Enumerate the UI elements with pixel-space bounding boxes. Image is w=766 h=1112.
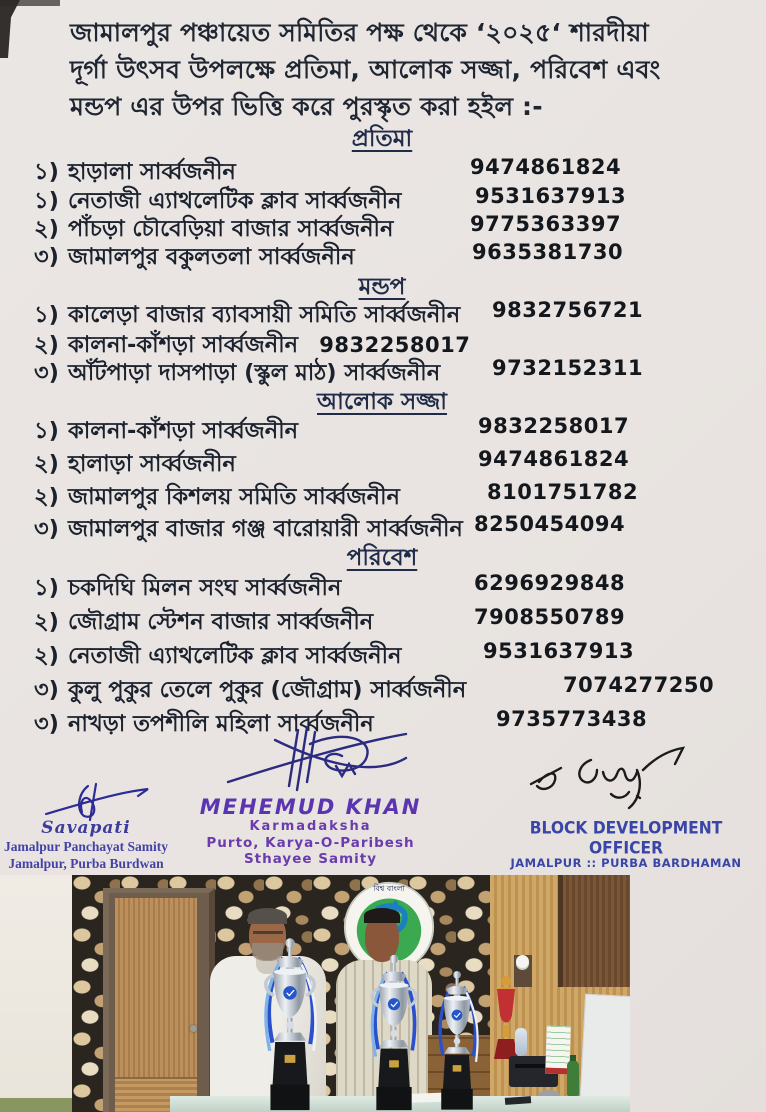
section-title-paribesh: পরিবেশ [346,545,418,571]
floor [0,1098,72,1112]
savapati-stamp [0,818,184,872]
awardee-name: কুলু পুকুর তেলে পুকুর (জৌগ্রাম) সার্ব্বজনীন [68,677,467,703]
karmadaksha-samity: Sthayee Samity [243,851,378,867]
logo-text: বিশ্ব বাংলা [373,884,405,894]
awardee-name: কালনা-কাঁশড়া সার্ব্বজনীন [68,332,299,358]
list-item [34,511,750,542]
list-item [34,604,750,635]
phone-number: 6296929848 [474,571,626,595]
savapati-label: Savapati [41,818,131,838]
rank-label: ১) [34,302,59,328]
list-item [34,672,750,703]
list-item [34,479,750,510]
list-item [34,327,750,358]
rank-label: ১) [34,159,59,185]
rank-label: ৩) [34,711,59,737]
phone-number: 9635381730 [472,240,624,264]
awardee-name: জৌগ্রাম স্টেশন বাজার সার্ব্বজনীন [68,609,374,635]
rank-label: ১) [34,575,59,601]
awardee-name: চকদিঘি মিলন সংঘ সার্ব্বজনীন [68,575,342,601]
bdo-signature [525,742,695,814]
awardee-name: নাখড়া তপশীলি মহিলা সার্ব্বজনীন [68,711,374,737]
list-item [34,446,750,477]
section-title-alok-sajja: আলোক সজ্জা [317,389,447,415]
phone-number: 9732152311 [492,356,644,380]
wood-recess-panel [558,875,630,987]
karmadaksha-name: MEHEMUD KHAN [199,795,422,819]
silver-trophy-small [432,966,482,1112]
list-item [34,239,750,270]
rank-label: ২) [34,216,59,242]
rank-label: ৩) [34,516,59,542]
phone-number: 9531637913 [483,639,635,663]
awardee-name: কালেড়া বাজার ব্যাবসায়ী সমিতি সার্ব্বজনীন [68,302,461,328]
bdo-stamp [500,820,752,870]
awardee-name: হাড়ালা সার্ব্বজনীন [68,159,236,185]
header-line-3: মন্ডপ এর উপর ভিত্তি করে পুরস্কৃত করা হইল :- [70,92,543,121]
silver-trophy-large [259,933,321,1112]
awardee-name: জামালপুর বাজার গঞ্জ বারোয়ারী সার্ব্বজনীন [68,516,463,542]
list-item [34,570,750,601]
phone-number: 9531637913 [475,184,627,208]
phone-number: 9832258017 [319,333,471,357]
bdo-title: BLOCK DEVELOPMENT OFFICER [529,818,723,858]
phone-number: 9832756721 [492,298,644,322]
notice-header [70,14,710,125]
awardee-name: হালাড়া সার্ব্বজনীন [68,451,236,477]
section-title-pratima: প্রতিমা [351,126,413,152]
rank-label: ৩) [34,360,59,386]
phone-number: 7074277250 [563,673,715,697]
white-wall [0,875,72,1112]
cctv-camera [516,955,529,968]
awardee-name: জামালপুর বকুলতলা সার্ব্বজনীন [68,244,355,270]
awardee-name: কালনা-কাঁশড়া সার্ব্বজনীন [68,418,299,444]
phone-number: 7908550789 [474,605,626,629]
awardee-name: নেতাজী এ্যাথলেটিক ক্লাব সার্ব্বজনীন [68,188,402,214]
phone-number: 8101751782 [487,480,639,504]
karmadaksha-stamp [188,795,433,867]
bdo-location: JAMALPUR :: PURBA BARDHAMAN [510,856,742,870]
rank-label: ২) [34,643,59,669]
savapati-org-line1: Jamalpur Panchayat Samity [3,839,168,854]
list-item [34,355,750,386]
header-line-1: জামালপুর পঞ্চায়েত সমিতির পক্ষ থেকে ‘২০২৫‘ শারদীয়া [70,18,649,47]
rank-label: ৩) [34,244,59,270]
awardee-name: পাঁচড়া চৌবেড়িয়া বাজার সার্ব্বজনীন [68,216,394,242]
door-handle [190,1025,197,1032]
phone-number: 9832258017 [478,414,630,438]
rank-label: ১) [34,418,59,444]
phone-number: 9474861824 [470,155,622,179]
phone-number: 9735773438 [496,707,648,731]
karmadaksha-title: Karmadaksha [249,819,372,834]
header-line-2: দূর্গা উৎসব উপলক্ষে প্রতিমা, আলোক সজ্জা, পরিবেশ এবং [70,55,661,84]
water-bottle [567,1060,579,1096]
awardee-name: জামালপুর কিশলয় সমিতি সার্ব্বজনীন [68,484,400,510]
list-item [34,297,750,328]
awardee-name: নেতাজী এ্যাথলেটিক ক্লাব সার্ব্বজনীন [68,643,402,669]
wooden-door [103,888,215,1112]
list-item [34,154,750,185]
white-board [579,994,630,1112]
rank-label: ২) [34,484,59,510]
man-left-hair [248,908,287,924]
rank-label: ১) [34,188,59,214]
list-item [34,211,750,242]
phone-number: 8250454094 [474,512,626,536]
rank-label: ২) [34,609,59,635]
glass-award [515,1028,527,1056]
savapati-org-line2: Jamalpur, Purba Burdwan [8,856,164,871]
list-item [34,183,750,214]
rank-label: ৩) [34,677,59,703]
phone-number: 9474861824 [478,447,630,471]
karmadaksha-signature [220,722,410,797]
photo-corner-shadow [0,0,20,58]
photo-edge-shadow [0,0,60,6]
phone-number: 9775363397 [470,212,622,236]
list-item [34,413,750,444]
section-title-mandap: মন্ডপ [358,274,406,300]
rank-label: ২) [34,451,59,477]
karmadaksha-dept: Purto, Karya-O-Paribesh [206,835,415,851]
award-photograph [0,875,630,1112]
awardee-name: আঁটপাড়া দাসপাড়া (স্কুল মাঠ) সার্ব্বজনীন [68,360,441,386]
silver-trophy-medium [366,950,422,1112]
rank-label: ২) [34,332,59,358]
list-item [34,638,750,669]
man-right-hair [364,908,400,923]
